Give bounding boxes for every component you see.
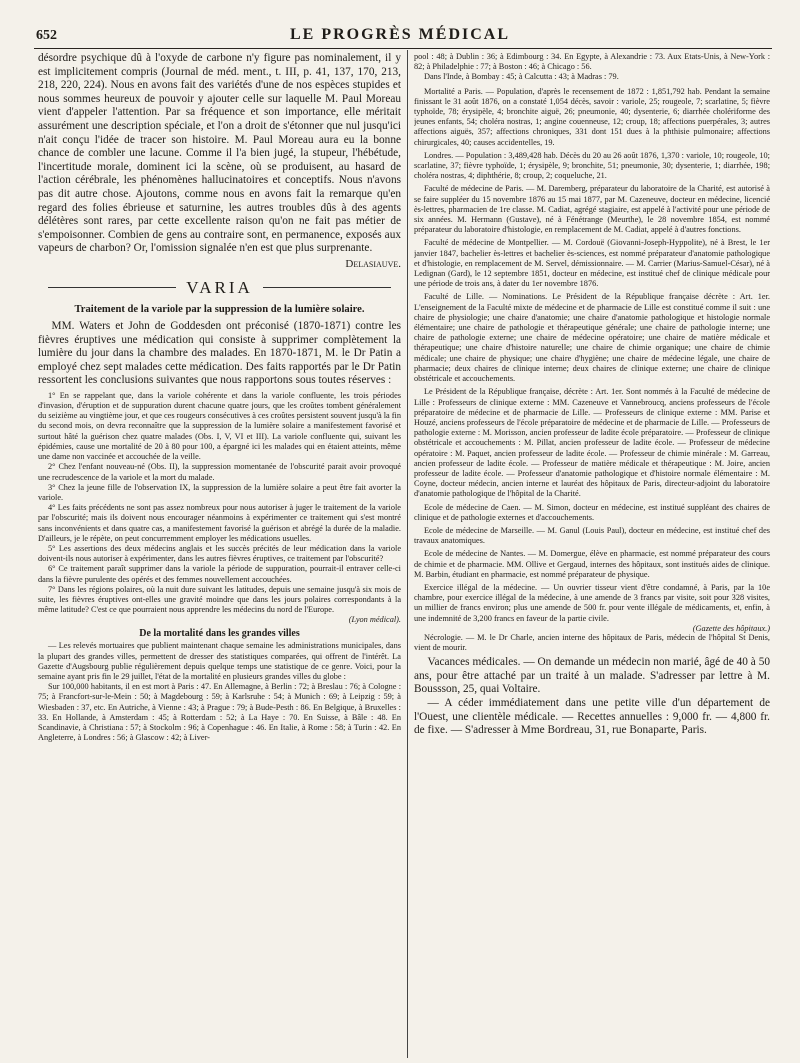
exercice-source: (Gazette des hôpitaux.) bbox=[692, 623, 770, 633]
necrologie: Nécrologie. — M. le Dr Charle, ancien interne des hôpitaux de Paris, médecin de l'hôpital St Denis, vient de mourir. bbox=[414, 632, 770, 652]
conclusion-item: 6° Ce traitement paraît supprimer dans la variole la période de suppuration, pourrait-il entraver celle-ci dans la fièvre purulente des opérés et des femmes nouvellement accouchées. bbox=[38, 564, 401, 584]
ecole-caen: Ecole de médecine de Caen. — M. Simon, docteur en médecine, est institué suppléant des chaires de clinique et de pathologie externes et d'accouchements. bbox=[414, 502, 770, 522]
page-number: 652 bbox=[36, 28, 57, 43]
exercice-illegal: Exercice illégal de la médecine. — Un ouvrier tisseur vient d'être condamné, à Paris, par la 10e chambre, pour exercice illégal de la médecine, à une amende de 3 francs par visite, soit pour 328 visites, un millier de francs environ; plus une amende de 500 fr. pour vente illégale de médicaments, et, enfin, à une indemnité de 3,200 francs en faveur de la partie civile. bbox=[414, 582, 770, 623]
conclusion-item: 3° Chez la jeune fille de l'observation IX, la suppression de la lumière solaire a peut être fait avorter la variole. bbox=[38, 482, 401, 502]
journal-title: LE PROGRÈS MÉDICAL bbox=[289, 26, 511, 43]
conclusion-item: 7° Dans les régions polaires, où la nuit dure suivant les latitudes, depuis une semaine jusqu'à six mois de suite, les fièvres éruptives ont-elles une gravité moindre que dans les jours polaires correspondants à la même latitude? C'est ce que pourraient nous apprendre les médecins du nord de l'Europe. bbox=[38, 584, 401, 615]
author-signature: Delasiauve. bbox=[345, 257, 401, 270]
conclusion-item: 5° Les assertions des deux médecins anglais et les succès précités de leur médication dans la variole doivent-ils nous autoriser à expérimenter, dans les autres fièvres éruptives, ce traitement par l'obscurité? bbox=[38, 543, 401, 564]
mortalite-figures: Sur 100,000 habitants, il en est mort à Paris : 47. En Allemagne, à Berlin : 72; à Breslau : 76; à Cologne : 75; à Francfort-sur-le-Mein : 50; à Magdebourg : 59; à Karlsruhe : 54; à Munich : 69; à Leipzig : 59; à Wiesbaden : 37, etc. En Autriche, à Vienne : 43; à Prague : 79; à Bude-Pesth : 86. En Belgique, à Bruxelles : 33. En Hollande, à Amsterdam : 45; à Rotterdam : 52; à La Haye : 70. En Suisse, à Bâle : 48. En Scandinavie, à Christiana : 57; à Stockolm : 96; à Copenhague : 46. En Italie, à Rome : 58; à Turin : 42. En Angleterre, à Londres : 56; à Glascow : 42; à Liver- bbox=[38, 682, 401, 743]
conclusion-item: 2° Chez l'enfant nouveau-né (Obs. II), la suppression momentanée de l'obscurité parait avoir provoqué une recrudescence de la variole et la mort du malade. bbox=[38, 462, 401, 482]
section-title-variole: Traitement de la variole par la suppression de la lumière solaire. bbox=[74, 303, 365, 315]
left-column bbox=[38, 52, 401, 1052]
column-divider bbox=[407, 50, 408, 1058]
ecole-marseille: Ecole de médecine de Marseille. — M. Ganul (Louis Paul), docteur en médecine, est institué chef des travaux anatomiques. bbox=[414, 525, 770, 546]
varia-heading-block bbox=[38, 278, 401, 298]
section-title-mortalite: De la mortalité dans les grandes villes bbox=[139, 628, 300, 640]
faculte-paris: Faculté de médecine de Paris. — M. Daremberg, préparateur du laboratoire de la Charité, est autorisé à se faire suppléer du 15 novembre 1876 au 15 mai 1877, par M. Cazeneuve, docteur en médecine, licencié ès-lettres, pharmacien de 1re classe. M. Cadiat, agrégé stagiaire, est appelé à l'activité pour une période de six années. M. Hermann (Gustave), né à Fénétrange (Meurthe), le 28 novembre 1854, est nommé préparateur du laboratoire d'histologie, en remplacement de M. Cadiat, appelé à d'autres fonctions. bbox=[414, 184, 770, 235]
variole-conclusions bbox=[38, 391, 401, 615]
faculte-lille-nominations: Le Président de la République française, décrète : Art. 1er. Sont nommés à la Faculté de médecine de Lille : Professeurs de clinique externe : MM. Cazeneuve et Vannebroucq, anciens professeurs de l'école préparatoire de médecine et de pharmacie de Lille. — Professeurs de clinique externe : MM. Parise et Houzé, anciens professeurs de l'école préparatoire de médecine et de pharmacie de Lille. — Professeurs de pathologie externe : M. Morisson, ancien professeur de ladite école préparatoire. — Professeur de clinique obstétricale et accouchements : M. Pillat, ancien professeur de ladite école. — Professeur de médecine opératoire : M. Paquet, ancien professeur de ladite école. — Professeur de chimie minérale : M. Garreau, ancien professeur de ladite école. — Professeur de matière médicale et thérapeutique : M. Joire, ancien professeur de ladite école. — Professeur d'anatomie pathologique et d'histoire normale élémentaire : M. Coyne, docteur médecin, ancien interne et lauréat des hôpitaux de Paris, directeur-adjoint du laboratoire d'anatomie pathologique de l'hôpital de la Charité. bbox=[414, 387, 770, 499]
page-header bbox=[0, 0, 800, 44]
mortalite-intro: — Les relevés mortuaires que publient maintenant chaque semaine les administrations municipales, dans la plupart des grandes villes, permettent de dresser des statistiques comparées, qui offrent de l'intérêt. La Gazette d'Augsbourg publie régulièrement depuis quelque temps une statistique de ce genre. Voici, pour la semaine ayant pris fin le 29 juillet, l'état de la mortalité en plusieurs grandes villes du globe : bbox=[38, 641, 401, 681]
variole-intro: MM. Waters et John de Goddesden ont préconisé (1870-1871) contre les fièvres éruptives une médication qui consiste à supprimer complètement la lumière du jour dans la chambre des malades. En 1870-1871, M. le Dr Patin a employé chez sept malades cette médication. Des faits rapportés par le Dr Patin ressortent les conclusions suivantes que nous rapportons sous toutes réserves : bbox=[38, 319, 401, 387]
right-column bbox=[414, 52, 770, 1052]
mortalite-paris: Mortalité a Paris. — Population, d'après le recensement de 1872 : 1,851,792 hab. Pendant la semaine finissant le 31 août 1876, on a constaté 1,054 décès, savoir : variole, 25; rougeole, 7; scarlatine, 5; fièvre typhoïde, 78; érysipèle, 4; bronchite aiguë, 26; pneumonie, 40; dysenterie, 6; diarrhée cholériforme des jeunes enfants, 54; choléra nostras, 1; angine couenneuse, 12; croup, 18; affections puerpérales, 3; autres affections aiguës, 357; affections chroniques, 331 dont 151 dues à la phthisie pulmonaire; affections chirurgicales, 40; causes accidentelles, 19. bbox=[414, 86, 770, 147]
source-citation: (Lyon médical). bbox=[348, 615, 401, 625]
varia-heading: VARIA bbox=[186, 277, 253, 297]
header-rule bbox=[34, 48, 772, 49]
faculte-lille: Faculté de Lille. — Nominations. Le Président de la République française décrète : Art. 1er. L'enseignement de la Faculté mixte de médecine et de pharmacie de Lille est constitué comme il suit : une chaire de physiologie; une chaire d'anatomie; une chaire d'anatomie pathologique et histologie normale élémentaire; une chaire de pathologie et thérapeutique générale; une chaire de pathologie interne; une chaire de pathologie externe; une chaire de médecine opératoire; une chaire de matière médicale et thérapeutique; une chaire d'histoire naturelle; une chaire de chimie organique; une chaire de chimie médicale; une chaire de physique; une chaire d'hygiène; une chaire de médecine légale, une chaire de pharmacie; deux chaires de clinique interne; deux chaires de clinique externe; une chaire de clinique obstétricale et accouchements. bbox=[414, 292, 770, 384]
varia-rule-left bbox=[48, 287, 176, 288]
mortalite-figures-continued: pool : 48; à Dublin : 36; à Edimbourg : 34. En Egypte, à Alexandrie : 73. Aux Etats-Unis, à New-York : 82; à Philadelphie : 77; à Boston : 46; à Chicago : 56. bbox=[414, 52, 770, 72]
ecole-nantes: Ecole de médecine de Nantes. — M. Domergue, élève en pharmacie, est nommé préparateur des cours de chimie et de pharmacie. MM. Ollive et Gergaud, internes des hôpitaux, sont institués aides de clinique. M. Barbin, étudiant en pharmacie, est nommé préparateur de physique. bbox=[414, 549, 770, 579]
continued-article-text: désordre psychique dû à l'oxyde de carbone n'y figure pas nominalement, il y est implicitement compris (Journal de méd. ment., t. III, p. 41, 137, 170, 213, 218, 220, 224). Nous en avons fait des variétés d'une de nos espèces stupides et nous sommes heureux de pouvoir y ajouter celle sur laquelle M. Paul Moreau vient d'appeler l'attention. Par sa fréquence et son importance, elle méritait assurément une description spéciale, et l'on a droit de s'étonner que nul jusqu'ici n'ait conçu l'idée de tracer son histoire. M. Paul Moreau aura eu la bonne chance de combler une lacune. Comme il l'a bien jugé, la stupeur, l'hébétude, l'incertitude morale, dominent ici la scène, où se produisent, au hasard de l'action cérébrale, les phénomènes hallucinatoires et conceptifs. Nous n'avons pas dit autre chose. Ajoutons, comme nous en avons fait la remarque qu'en regard des folies ébrieuse et saturnine, les autres troubles dûs à des agents délétères sont rares, par cette excellente raison qu'on ne fait pas métier de s'empoisonner. Combien de gens au contraire sont, en permanence, exposés aux vapeurs de charbon? Or, l'omission signalée n'en est que plus surprenante. bbox=[38, 52, 401, 255]
conclusion-item: 1° En se rappelant que, dans la variole cohérente et dans la variole confluente, les trois périodes d'invasion, d'éruption et de suppuration durent chacune quatre jours, que les croûtes tombent généralement du seizième au vingtième jour, et que ces rougeurs consécutives à ces croûtes persistent souvent jusqu'à la fin du second mois, on devra reconnaître que la suppression de la lumière solaire a manifestement favorisé et surtout hâté la guérison chez quatre malades (Obs. I, V, VI et III). La variole confluente qui, suivant les épidémies, cause une mortalité de 20 à 80 pour 100, a épargné ici les malades qui en étaient atteints, même une dame non vaccinée et accouchée de la veille. bbox=[38, 390, 401, 462]
faculte-montpellier: Faculté de médecine de Montpellier. — M. Cordouë (Giovanni-Joseph-Hyppolite), né à Brest, le 1er janvier 1847, bachelier ès-lettres et bachelier ès-sciences, est nommé préparateur d'anatomie pathologique et d'histologie, en remplacement de M. Servel, démissionnaire. — M. Carrier (Marius-Samuel-César), né à Ledignan (Gard), le 12 septembre 1851, docteur en médecine, est institué chef de clinique médicale pour une période de trois ans, à dater du 1er novembre 1876. bbox=[414, 238, 770, 289]
varia-rule-right bbox=[263, 287, 391, 288]
vacances-cession: — A céder immédiatement dans une petite ville d'un département de l'Ouest, une clientèle médicale. — Recettes annuelles : 9,000 fr. — 4,800 fr. de fixe. — S'adresser à Mme Bordreau, 31, rue Bonaparte, Paris. bbox=[414, 696, 770, 737]
conclusion-item: 4° Les faits précédents ne sont pas assez nombreux pour nous autoriser à juger le traitement de la variole par l'obscurité; mais ils doivent nous encourager néanmoins à expérimenter ce traitement qui s'est montré sans inconvénients et dans quatre cas, a manifestement favorisé la guérison et abrégé la durée de la maladie. D'ailleurs, je le répète, on peut concurremment employer les médications usuelles. bbox=[38, 503, 401, 543]
mortalite-inde: Dans l'Inde, à Bombay : 45; à Calcutta : 43; à Madras : 79. bbox=[423, 72, 619, 82]
mortalite-londres: Londres. — Population : 3,489,428 hab. Décès du 20 au 26 août 1876, 1,370 : variole, 10; rougeole, 10; scarlatine, 37; fièvre typhoïde, 1; érysipèle, 9; bronchite, 51; pneumonie, 30; dysenterie, 1; diarrhée, 198; choléra nostras, 4; diphthérie, 8; croup, 2; coqueluche, 21. bbox=[414, 150, 770, 181]
vacances-medicales: Vacances médicales. — On demande un médecin non marié, âgé de 40 à 50 ans, pour être attaché par un traité à un malade. S'adresser par lettre à M. Boussson, 25, quai Voltaire. bbox=[414, 656, 770, 696]
